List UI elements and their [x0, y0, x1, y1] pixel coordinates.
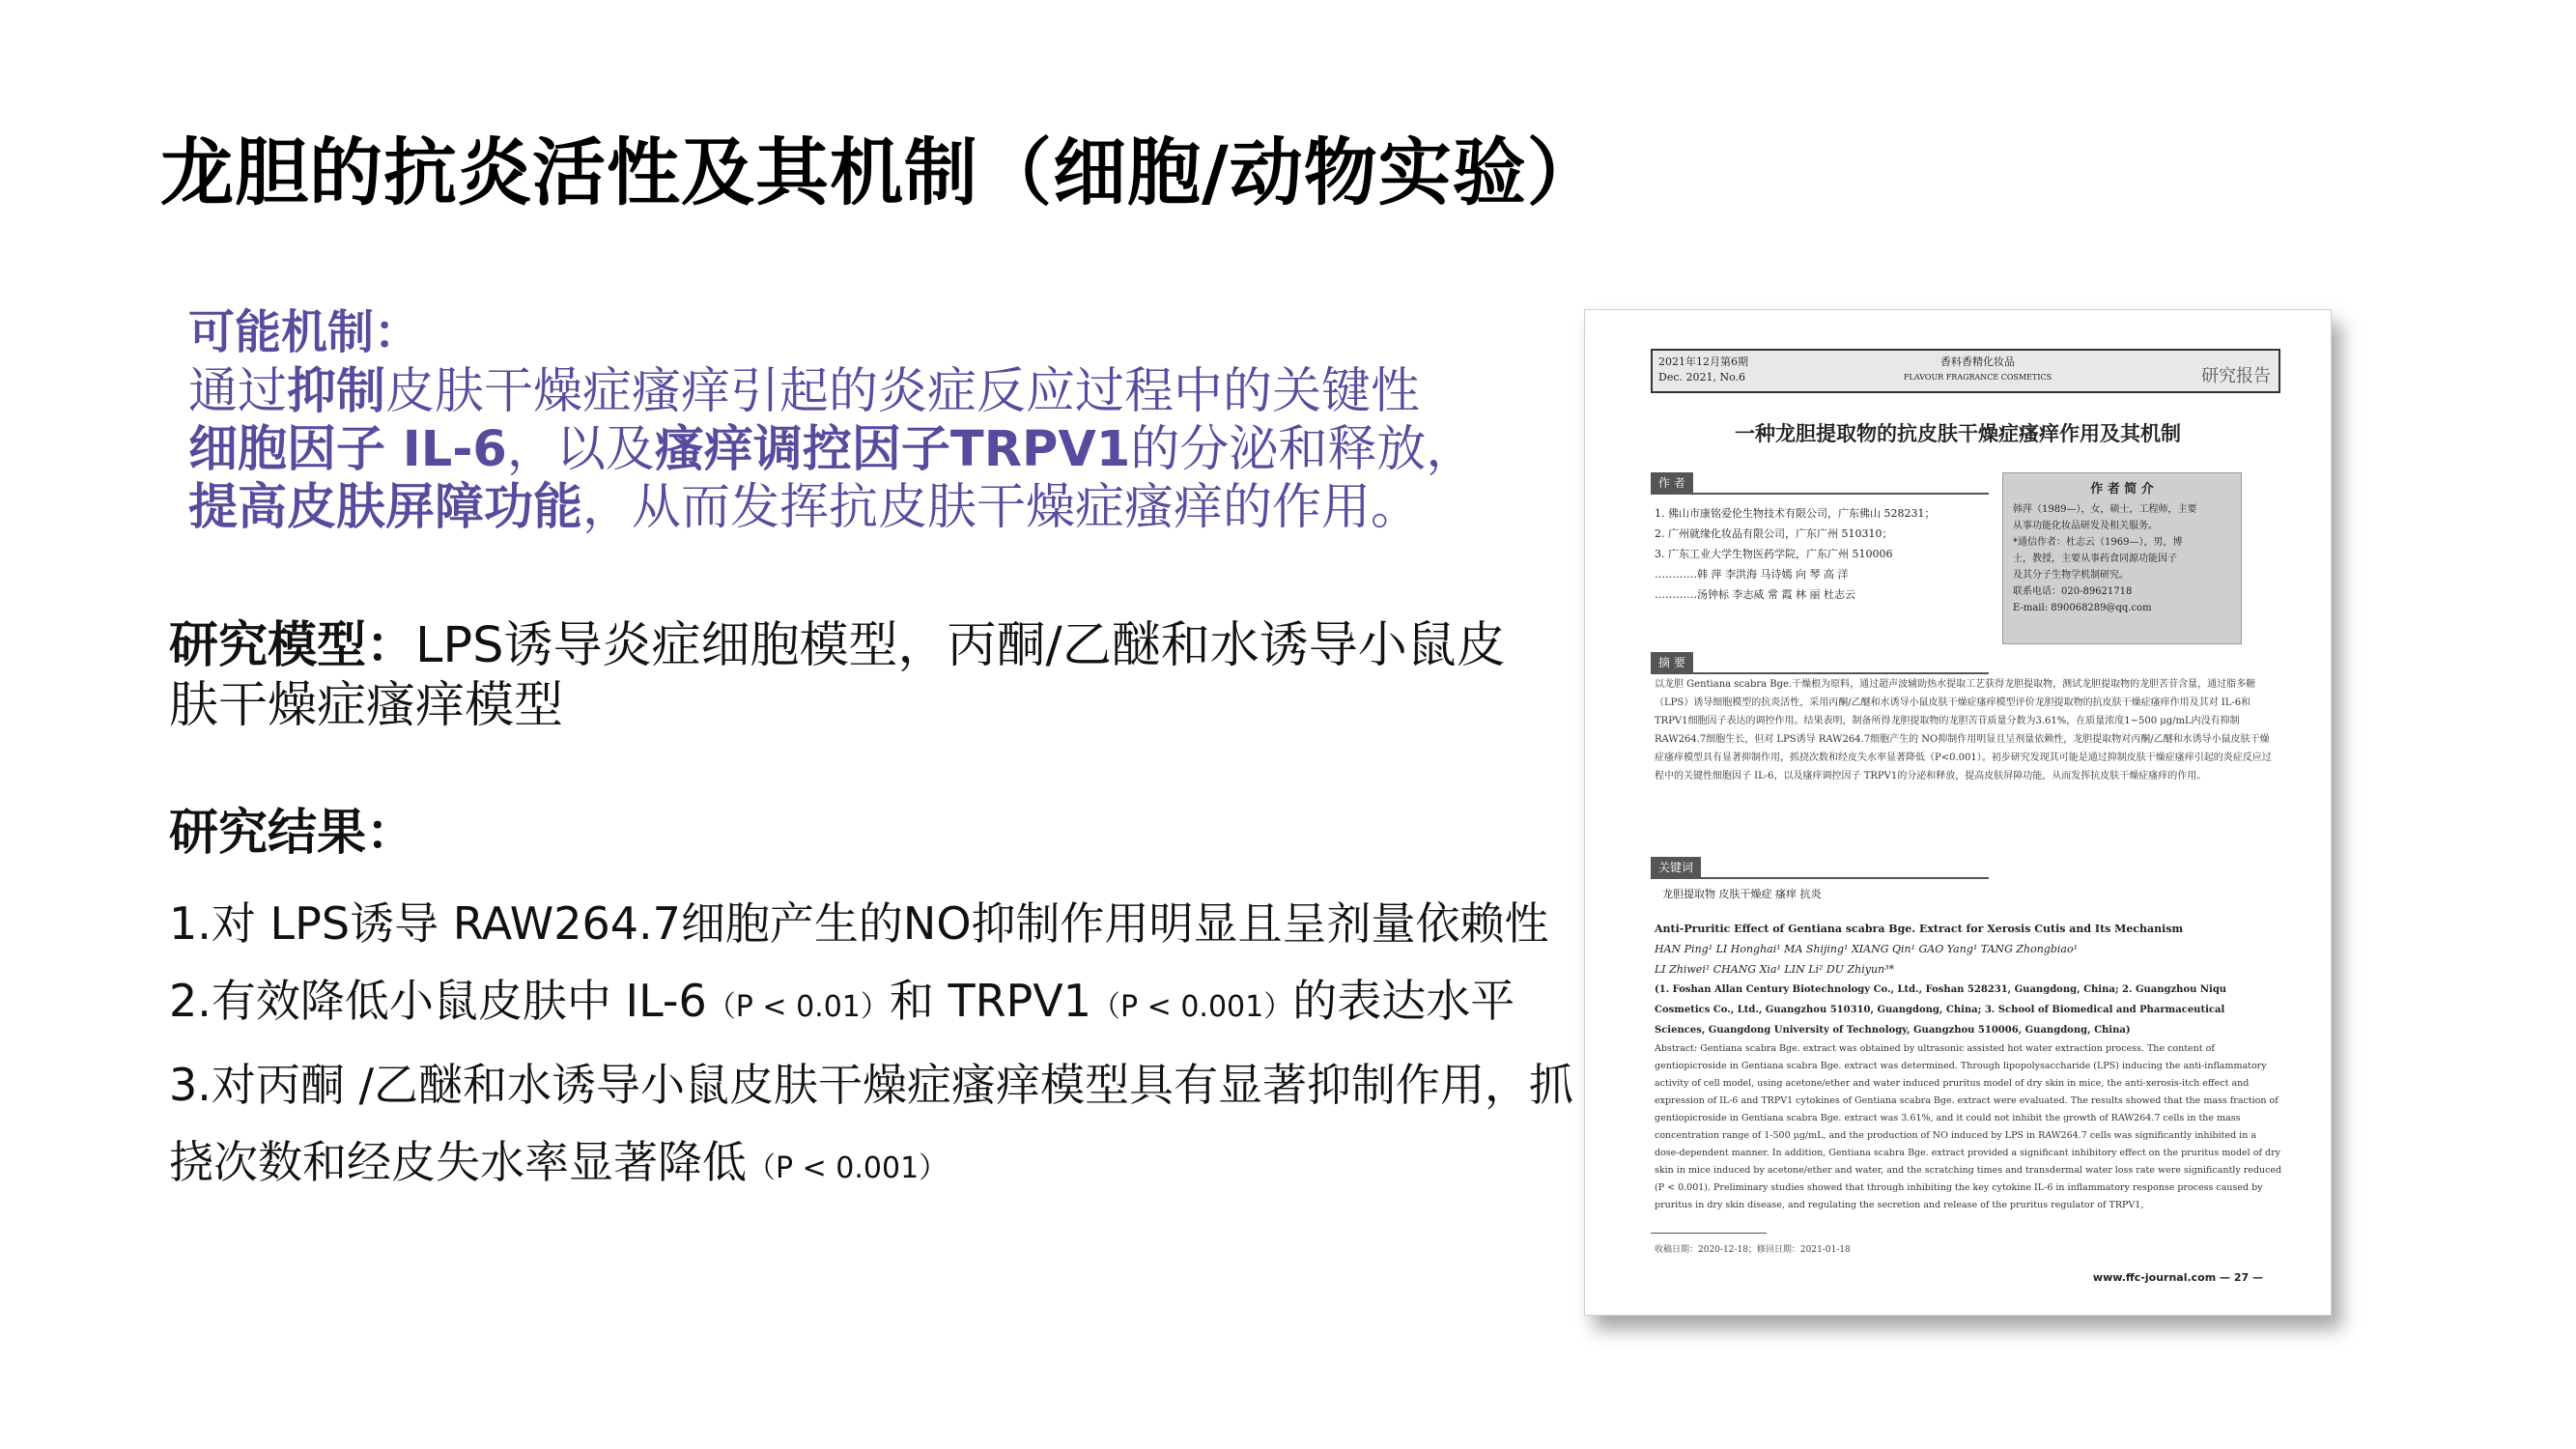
paper-footnote: 收稿日期：2020-12-18；修回日期：2021-01-18 — [1655, 1245, 1851, 1255]
bio-line: E-mail: 890068289@qq.com — [2013, 603, 2152, 613]
p-value: （P < 0.001） — [747, 1151, 948, 1185]
model-text: LPS诱导炎症细胞模型，丙酮/乙醚和水诱导小鼠皮 — [415, 617, 1506, 674]
text: 的分泌和释放， — [1130, 421, 1476, 478]
paper-page-number: www.ffc-journal.com — 27 — — [2092, 1271, 2263, 1284]
bio-line: 士，教授，主要从事药食同源功能因子 — [2013, 554, 2177, 564]
text: 和 TRPV1 — [889, 975, 1092, 1027]
model-section — [169, 616, 1506, 736]
bio-title: 作 者 简 介 — [2090, 482, 2154, 497]
text: 挠次数和经皮失水率显著降低 — [169, 1136, 747, 1188]
bio-line: 联系电话：020-89621718 — [2013, 586, 2133, 597]
paper-title: 一种龙胆提取物的抗皮肤干燥症瘙痒作用及其机制 — [1735, 422, 2181, 445]
bio-line: 及其分子生物学机制研究。 — [2013, 570, 2129, 581]
keywords: 龙胆提取物 皮肤干燥症 瘙痒 抗炎 — [1662, 888, 1822, 900]
affiliation: 2. 广州就缘化妆品有限公司，广东广州 510310； — [1655, 527, 1893, 540]
mechanism-line-1 — [188, 363, 1475, 421]
english-affiliation: Sciences, Guangdong University of Technology, Guangzhou 510006, Guangdong, China) — [1655, 1025, 2131, 1036]
divider — [1651, 672, 1989, 674]
paper-journal — [1904, 355, 2052, 385]
journal-cn: 香料香精化妆品 — [1940, 355, 2016, 368]
text: 2.有效降低小鼠皮肤中 IL-6 — [169, 975, 707, 1027]
paper-section-label: 研究报告 — [2201, 366, 2271, 386]
p-value: （P < 0.01） — [706, 990, 890, 1024]
emphasis: 细胞因子 IL-6 — [188, 421, 507, 478]
english-authors: LI Zhiwei¹ CHANG Xia¹ LIN Li² DU Zhiyun³* — [1655, 963, 1895, 976]
keywords-tag: 关键词 — [1651, 857, 1701, 877]
result-item-3: 3.对丙酮 /乙醚和水诱导小鼠皮肤干燥症瘙痒模型具有显著抑制作用，抓 — [169, 1059, 1574, 1111]
divider — [1651, 877, 1989, 879]
bio-line: 韩萍（1989—），女，硕士，工程师，主要 — [2013, 504, 2197, 515]
text: 的表达水平 — [1292, 975, 1515, 1027]
english-section — [1655, 919, 2282, 1214]
result-item-1: 1.对 LPS诱导 RAW264.7细胞产生的NO抑制作用明显且呈剂量依赖性 — [169, 897, 1549, 950]
footnote-divider — [1651, 1233, 1767, 1234]
emphasis: 瘙痒调控因子TRPV1 — [654, 421, 1131, 478]
bio-line: 从事功能化妆品研发及相关服务。 — [2013, 521, 2158, 531]
results-section — [169, 792, 1573, 1208]
results-heading: 研究结果： — [169, 805, 416, 862]
affiliation: 1. 佛山市康铭爱伦生物技术有限公司，广东佛山 528231； — [1655, 507, 1936, 520]
page-title: 龙胆的抗炎活性及其机制（细胞/动物实验） — [160, 129, 1601, 215]
paper-header — [1651, 349, 2280, 393]
model-line-1 — [169, 616, 1506, 676]
emphasis: 抑制 — [287, 363, 386, 420]
divider — [1651, 493, 1989, 495]
abstract-tag: 摘 要 — [1651, 652, 1693, 672]
paper-affiliations — [1655, 503, 1935, 605]
mechanism-heading: 可能机制： — [188, 305, 421, 359]
abstract-cn: 以龙胆 Gentiana scabra Bge.干燥根为原料，通过超声波辅助热水提取工艺获得龙胆提取物，测试龙胆提取物的龙胆苦苷含量，通过脂多糖（LPS）诱导细胞模型的抗炎活性，采用丙酮/乙醚和水诱导小鼠皮肤干燥症瘙痒模型评价龙胆提取物的抗皮肤干燥症瘙痒作用及其对 IL-6和 TRPV1细胞因子表达的调控作用。结果表明，制备所得龙胆提取物的龙胆苦苷质量分数为3.61%，在质量浓度1~500 μg/mL内没有抑制 RAW264.7细胞生长，但对 LPS诱导 RAW264.7细胞产生的 NO抑制作用明显且呈剂量依赖性，龙胆提取物对丙酮/乙醚和水诱导小鼠皮肤干燥症瘙痒模型具有显著抑制作用，抓挠次数和经皮失水率显著降低（P<0.001）。初步研究发现其可能是通过抑制皮肤干燥症瘙痒引起的炎症反应过程中的关键性细胞因子 IL-6，以及瘙痒调控因子 TRPV1的分泌和释放，提高皮肤屏障功能，从而发挥抗皮肤干燥症瘙痒的作用。 — [1655, 679, 2272, 781]
bio-line: *通信作者：杜志云（1969—），男，博 — [2013, 537, 2183, 548]
english-affiliation: Cosmetics Co., Ltd., Guangzhou 510310, Guangdong, China; 3. School of Biomedical and Pharmaceutical — [1655, 1005, 2225, 1015]
paper-issue — [1658, 355, 1748, 385]
affiliation: 3. 广东工业大学生物医药学院，广东广州 510006 — [1655, 548, 1893, 560]
result-item-2 — [169, 962, 1573, 1046]
mechanism-line-2 — [188, 421, 1475, 479]
english-authors: HAN Ping¹ LI Honghai¹ MA Shijing¹ XIANG Qin¹ GAO Yang¹ TANG Zhongbiao¹ — [1655, 943, 2078, 955]
text: ，从而发挥抗皮肤干燥症瘙痒的作用。 — [582, 479, 1421, 536]
author-names: …………汤钟标 李志威 常 霞 林 丽 杜志云 — [1655, 588, 1855, 601]
issue-en: Dec. 2021, No.6 — [1658, 371, 1746, 384]
english-affiliation: (1. Foshan Allan Century Biotechnology Co., Ltd., Foshan 528231, Guangdong, China; 2. Guangzhou Niqu — [1655, 984, 2227, 995]
text: ，以及 — [506, 421, 655, 478]
english-title: Anti-Pruritic Effect of Gentiana scabra Bge. Extract for Xerosis Cutis and Its Mechanism — [1655, 923, 2184, 935]
english-abstract: Abstract: Gentiana scabra Bge. extract was obtained by ultrasonic assisted hot water extraction process. The content of gentiopicroside in Gentiana scabra Bge. extract was determined. Through lipopolysaccharide (LPS) inducing the anti-inflammatory activity of cell model, using acetone/ether and water induced pruritus model of dry skin in mice, the anti-xerosis-itch effect and expression of IL-6 and TRPV1 cytokines of Gentiana scabra Bge. extract were evaluated. The results showed that the mass fraction of gentiopicroside in Gentiana scabra Bge. extract was 3.61%, and it could not inhibit the growth of RAW264.7 cells in the mass concentration range of 1-500 μg/mL, and the production of NO induced by LPS in RAW264.7 cells was significantly inhibited in a dose-dependent manner. In addition, Gentiana scabra Bge. extract provided a significant inhibitory effect on the pruritus model of dry skin in mice induced by acetone/ether and water, and the scratching times and transdermal water loss rate were significantly reduced (P < 0.001). Preliminary studies showed that through inhibiting the key cytokine IL-6 in inflammatory response process caused by pruritus in dry skin disease, and regulating the secretion and release of the pruritus regulator of TRPV1, — [1655, 1043, 2282, 1210]
model-label: 研究模型： — [169, 617, 416, 674]
p-value: （P < 0.001） — [1091, 990, 1293, 1024]
model-line-2: 肤干燥症瘙痒模型 — [169, 677, 564, 734]
mechanism-section — [188, 295, 1475, 537]
author-tag: 作 者 — [1651, 472, 1693, 493]
journal-en: FLAVOUR FRAGRANCE COSMETICS — [1904, 373, 2052, 382]
author-names: …………韩 萍 李洪海 马诗嫣 向 琴 高 洋 — [1655, 568, 1849, 581]
author-bio-box — [2002, 472, 2242, 644]
result-item-3-cont — [169, 1123, 1573, 1208]
mechanism-line-3 — [188, 479, 1475, 537]
text: 通过 — [188, 363, 288, 420]
issue-cn: 2021年12月第6期 — [1658, 355, 1748, 368]
text: 皮肤干燥症瘙痒引起的炎症反应过程中的关键性 — [385, 363, 1421, 420]
paper-thumbnail — [1584, 309, 2332, 1316]
emphasis: 提高皮肤屏障功能 — [188, 479, 583, 536]
